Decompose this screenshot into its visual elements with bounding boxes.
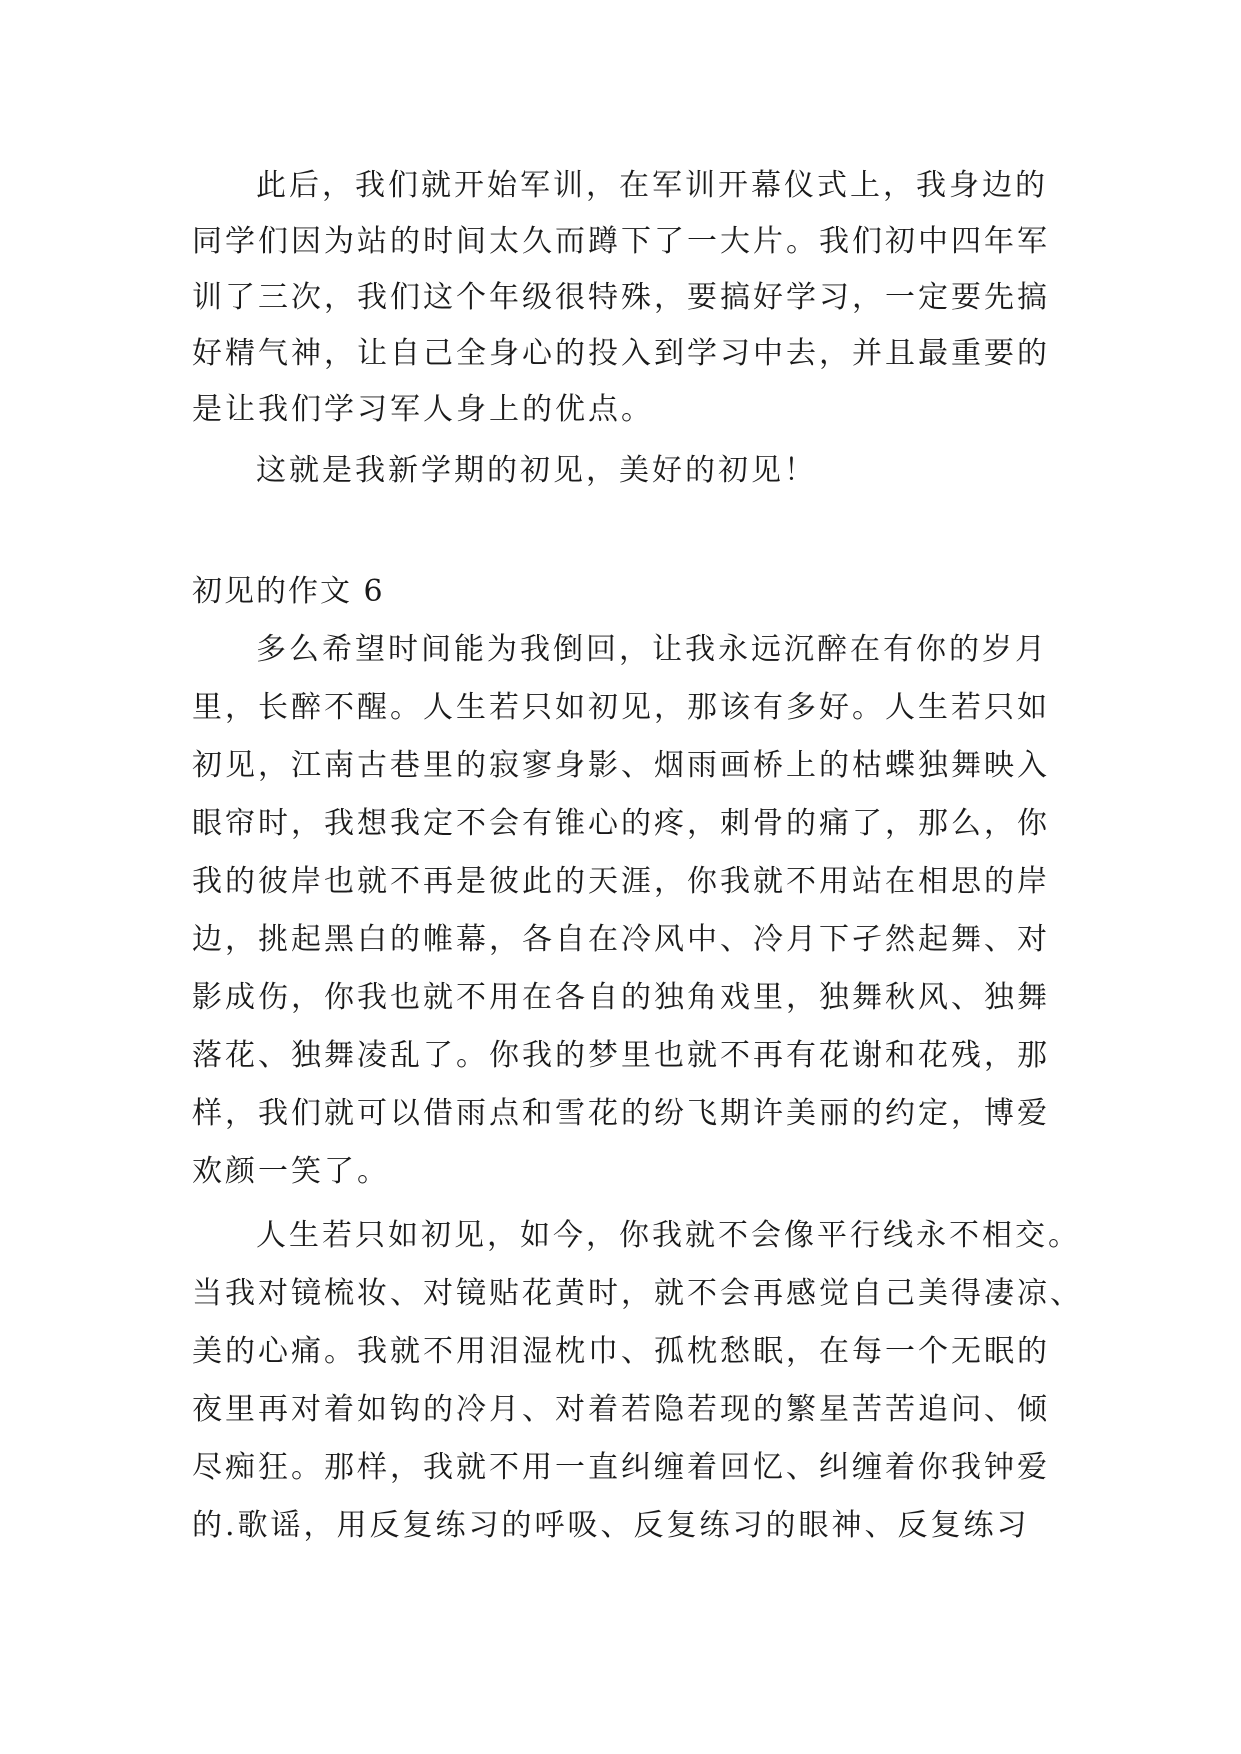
paragraph-line: 此后，我们就开始军训，在军训开幕仪式上，我身边的 xyxy=(256,168,1048,203)
paragraph-line: 初见，江南古巷里的寂寥身影、烟雨画桥上的枯蝶独舞映入 xyxy=(192,748,1050,783)
paragraph-line: 影成伤，你我也就不用在各自的独角戏里，独舞秋风、独舞 xyxy=(192,980,1050,1015)
paragraph-line: 尽痴狂。那样，我就不用一直纠缠着回忆、纠缠着你我钟爱 xyxy=(192,1450,1050,1485)
paragraph-line: 同学们因为站的时间太久而蹲下了一大片。我们初中四年军 xyxy=(192,224,1050,259)
paragraph-line: 眼帘时，我想我定不会有锥心的疼，刺骨的痛了，那么，你 xyxy=(192,806,1050,841)
paragraph-line: 欢颜一笑了。 xyxy=(192,1154,390,1189)
paragraph-line: 是让我们学习军人身上的优点。 xyxy=(192,392,654,427)
paragraph-line: 多么希望时间能为我倒回，让我永远沉醉在有你的岁月 xyxy=(256,632,1048,667)
paragraph-line: 边，挑起黑白的帷幕，各自在冷风中、冷月下孑然起舞、对 xyxy=(192,922,1050,957)
paragraph-line: 夜里再对着如钩的冷月、对着若隐若现的繁星苦苦追问、倾 xyxy=(192,1392,1050,1427)
paragraph-line: 训了三次，我们这个年级很特殊，要搞好学习，一定要先搞 xyxy=(192,280,1050,315)
paragraph-line: 人生若只如初见，如今，你我就不会像平行线永不相交。 xyxy=(256,1218,1081,1253)
paragraph-line: 的.歌谣，用反复练习的呼吸、反复练习的眼神、反复练习 xyxy=(192,1508,1030,1543)
paragraph-line: 我的彼岸也就不再是彼此的天涯，你我就不用站在相思的岸 xyxy=(192,864,1050,899)
paragraph-line: 好精气神，让自己全身心的投入到学习中去，并且最重要的 xyxy=(192,336,1050,371)
paragraph-line: 这就是我新学期的初见，美好的初见！ xyxy=(256,453,817,488)
paragraph-line: 里，长醉不醒。人生若只如初见，那该有多好。人生若只如 xyxy=(192,690,1050,725)
paragraph-line: 样，我们就可以借雨点和雪花的纷飞期许美丽的约定，博爱 xyxy=(192,1096,1050,1131)
paragraph-line: 当我对镜梳妆、对镜贴花黄时，就不会再感觉自己美得凄凉、 xyxy=(192,1276,1083,1311)
paragraph-line: 落花、独舞凌乱了。你我的梦里也就不再有花谢和花残，那 xyxy=(192,1038,1050,1073)
paragraph-line: 美的心痛。我就不用泪湿枕巾、孤枕愁眠，在每一个无眠的 xyxy=(192,1334,1050,1369)
section-heading: 初见的作文 6 xyxy=(192,574,385,609)
